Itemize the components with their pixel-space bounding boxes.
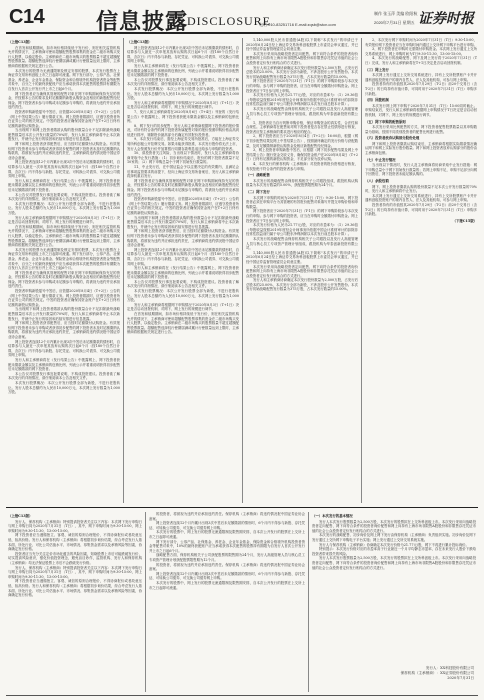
paragraph: 的投资者，将被视为违约并应承担违约责任。保荐机构（主承销商）将违约情况报中国证券业协会备案。: [149, 562, 305, 572]
paragraph: 发行人、保荐机构（主承销商）特别提请投资者关注以下内容：本次网下发行申购日与网上申购日同为2020年7月31日（T日），其中，网下申购时间为9:30-15:00，网上申购时间为9:30-11:30，13:00-15:00。: [8, 565, 142, 579]
paragraph: 网上投资者连续12个月内累计出现3次中签后未足额缴款的情形时，6个月内不得参与新股、存托凭证、可转换公司债券、可交换公司债券网上申购。: [149, 521, 305, 530]
paragraph: 投资者申购新股摇号中签后，应依据2020年8月4日（T+2日）公告的《网上中签结果公告》履行缴款义务。网上投资者缴款时，应遵守投资者所在证券公司的相关规定。中签的投资者应确保其资金账户在T+2日日终有足额的新股认购资金。: [8, 109, 120, 128]
paragraph: 投资者申购新股摇号中签后，应依据2020年8月4日（T+2日）公告的《网上中签结果公告》履行缴款义务。网上投资者缴款时，应遵守投资者所在证券公司的相关规定。中签的投资者应确保其资金账户在T+2日日终有足额的新股认购资金。: [8, 289, 120, 307]
paragraph: 本次发行股票概况：本次公开发行股票全部为新股，不进行老股转让。发行人股本总额约为人民币10,000万元，本次网上发行数量为1,000万股。: [8, 380, 120, 395]
paragraph: 发行人本次发行股票数量为2,500万股，本次发行的股票拟在上交所科创板上市。本次发行采用向战略投资者定向配售、网下向符合条件的投资者询价配售和网上向持有上海市场非限售A股股份和非限售存托凭证市值的社会公众投资者定价发行相结合的方式进行。: [312, 519, 476, 533]
paragraph: 网上投资者连续12个月内累计出现3次中签后未足额缴款的情形时，自结算参与人最近一次申报其放弃认购的次日起6个月（按180个自然日计算，含次日）内不得参与新股、存托凭证、可转换公司债券、可交换公司债券网上申购。: [8, 160, 120, 179]
section-subhead: （六）投资者放弃认购部分股份处理: [365, 136, 420, 141]
section-subhead: （四）回拨机制: [365, 98, 389, 103]
paragraph: 本次发行采用向战略投资者定向配售、网下向符合条件的投资者询价配售和网上向持有上海市场非限售A股股份和非限售存托凭证市值的社会公众投资者定价发行相结合的方式进行。: [246, 51, 358, 65]
paragraph: 特别提示：本次发行价格对应的市盈率高于行业最近一个月平均静态市盈率，存在未来发行人股价下跌给投资者带来损失的风险。: [312, 547, 476, 556]
paragraph: 发行人和主承销商协商确定本次发行股份数量为2,500万股，占发行后总股本的25.00%，本次发行全部为新股，不涉及股东公开发售股份。本次发行初始战略配售发行数量为375万股，占本次发行数量的15.00%。: [246, 278, 358, 292]
paragraph: 发行人和主承销商将在《发行结果公告》中披露网上、网下投资者获配未缴款金额以及主承销商的包销比例，列表公示并着重说明获得初步配售后未足额缴款的网下投资者。: [127, 63, 239, 78]
paragraph: 4、本次发行的战略配售、网下及网上发行将于2020年7月31日（T日）完成，发行人和主承销商将在T+1日决定是否启动回拨机制。: [365, 56, 477, 65]
paragraph: 当出现以下情况时，发行人及主承销商将协商采取中止发行措施：网下申购总量小于网下初始发行数量的；若网上申购不足，申购不足部分向网下回拨后，网下投资者未能足额认购的。: [365, 163, 477, 177]
paragraph: 网下投资者应当确保其管理的配售对象在网下申购期间保持充足的资金，并按照本公告的要求及时足额缴纳新股认购资金及相应的新股配售经纪佣金。网下投资者未参与申购或未足额参与申购的，将被视为违约并应承担违约责任。: [8, 270, 120, 289]
underwriter-signature: 保荐机构（主承销商）：XX证券股份有限公司: [400, 671, 474, 675]
section-subhead: （二）网下发行: [246, 190, 270, 194]
paragraph: 2、网下投资者应当于2020年8月4日（T+2日）16:00前，根据《网下初步配售结果及网上中签结果公告》，按照最终确定的发行价格与获配数量，及时足额缴纳新股认购资金及相应新股配售经纪佣金。: [246, 134, 358, 148]
paragraph: 发行人和主承销商将在《发行结果公告》中披露网上、网下投资者获配未缴款金额以及主承销商的包销比例，列表公示并着重说明获得初步配售后未足额缴款的网下投资者。: [8, 357, 120, 372]
continuation-label: （上接C13版）: [127, 40, 152, 44]
section-title-cn: 信息披露: [96, 10, 189, 35]
section-subhead: （三）网上发行: [365, 67, 389, 72]
paragraph: 本次网上发行通过上交所交易系统进行，持有上交所股票账户卡并开通科创板投资账户的境内自然人、法人及其他机构，可参与网上申购。: [365, 73, 477, 82]
lower-article-column-1: [8, 512, 142, 692]
paragraph: 7、发行人和主承销商将在2020年8月6日（T+4日）刊登的《发行结果公告》中披露网上、网下投资者获配未缴款金额以及主承销商的包销比例。: [127, 109, 239, 124]
paragraph: 本次发行采用比例配售的方式，网下投资者配售股票数量以其申购数量为基础，按照不同类别投资者的配售比例进行配售。: [365, 125, 477, 134]
paragraph: 本次发行的股票中，网上发行的股票无流通限制及限售期安排，自本次公开发行的股票在上交所上市之日起即可流通。: [149, 530, 305, 539]
article-column-2: [127, 38, 239, 503]
section-subhead: （八）余股包销: [365, 179, 389, 184]
paragraph: 网下和网上投资者获得配售后，应当按时足额缴付认购资金。有效报价网下投资者未参与申购或者获得初步配售的网下投资者未及时足额缴纳认购款的，将被视为违约并应承担违约责任，主承销商将违约情况报中国证券业协会备案。: [8, 142, 120, 160]
paragraph: 在首发和续期期间，如市场价格持续低于发行价，则在相关监管机构允许的情况下，主承销商可使用超额配售股票募集的资金在二级市场购买发行人股票，以稳定股价。主承销商在二级市场购买的股票数量不超过超额配售股票数量。超额配售选择权行使期届满或累计行使数量达到上限时，主承销商将根据相关规定进行公告。: [8, 224, 120, 248]
paragraph: 本次发行的战略配售、初步询价及网上网下发行由保荐机构（主承销商）负责组织实施。初步询价及网下发行通过上交所网下申购电子平台实施；网上发行通过上交所交易系统实施。: [312, 533, 476, 542]
column-divider: [145, 512, 146, 692]
article-column-1: [8, 38, 120, 503]
paragraph: 3、网下投资者在申购时无需缴付申购资金。本次网上发行通过上交所交易系统进行，网上申购时间为T日9:30-11:30，13:00-15:00。: [365, 47, 477, 56]
paragraph: 本次发行采用向战略投资者定向配售、网下向符合条件的投资者询价配售和网上向持有上海市场非限售A股股份和非限售存托凭证市值的社会公众投资者定价发行相结合的方式进行。: [246, 264, 358, 278]
paragraph: 网上投资者连续12个月内累计出现3次中签后未足额缴款的情形时，6个月内不得参与新股、存托凭证、可转换公司债券、可交换公司债券网上申购。: [149, 571, 305, 581]
paragraph: 当出现网下和网上投资者缴款认购的股份数量合计不足扣除最终战略配售数量后本次公开发行数量的70%时，发行人和主承销商将中止本次新股发行，并就中止发行的原因和后续安排进行信息披露。: [127, 215, 239, 229]
paragraph: 本公告仅对股票发行事宜扼要说明，不构成投资建议。投资者欲了解本次发行的详细情况，请仔细阅读本公告及相关文件。: [8, 371, 120, 381]
paragraph: 11、中止发行后，在中国证监会予以注册决定的有效期内，且满足会后事项监管要求的前提下，经向上海证券交易所备案后，发行人和主承销商将择机重启发行。: [127, 165, 239, 179]
paragraph: 投资者持有的市值按其2020年7月29日（T-2日）前20个交易日（含T-2日）的日均持有市值计算，可同时用于2020年7月31日（T日）申购多只新股。: [365, 82, 477, 96]
paragraph: 网下投资者应当确保其管理的配售对象在网下申购期间保持充足的资金，并按照本公告的要求及时足额缴纳新股认购资金及相应的新股配售经纪佣金。网下投资者未参与申购或未足额参与申购的，将被视为违约并应承担违约责任。: [127, 178, 239, 197]
paragraph: 网下投资者应于2020年7月31日（T-1日）的网下申购阶段参与本次发行的申购。参与网下申购的投资者，应当在申购时全额缴付申购资金。网上投资者应于T日参与网上申购。: [246, 209, 358, 223]
paragraph: 投资者申购新股摇号中签后，应依据2020年8月4日（T+2日）公告的《网上中签结果公告》履行缴款义务。网上投资者缴款时，应遵守投资者所在证券公司的相关规定。中签的投资者应确保其资金账户在T+2日日终有足额的新股认购资金。: [127, 197, 239, 215]
paragraph: 本次发行股票概况：本次公开发行股票全部为新股，不进行老股转让。发行人股本总额约为人民币10,000万元，本次网上发行数量为1,000万股。: [127, 86, 239, 101]
article-column-4: [365, 38, 477, 503]
paragraph: 发行人和主承销商将根据网下申购情况于2020年8月3日（T+1日）决定是否启动回拨机制，对网下、网上发行的规模进行调节。: [8, 215, 120, 225]
column-divider: [123, 38, 124, 503]
paragraph: 本次发行网上网下申购于2020年7月31日（T日）15:00同时截止。申购结束后，发行人和主承销商将根据网上申购情况于T日决定是否启动回拨机制，对网下、网上发行的规模进行调节。: [365, 103, 477, 117]
paragraph: 本次网上发行通过上交所交易系统进行，持有上交所股票账户卡并开通科创板投资账户的境内自然人、法人及其他机构，可参与网上申购。: [365, 193, 477, 203]
paragraph: 网下发行部分，公募产品、社保基金、养老金、企业年金基金、保险资金和合格境外机构投资者资金等配售对象中，10%的最终获配账户应当承诺获得本次配售的股票持有期限为自发行人首次公开发行并上市之日起6个月。: [149, 539, 305, 553]
paragraph: 8、网下发行的初步配售：发行人和主承销商根据网下投资者的报价情况，对所有符合条件的网下投资者所属配售对象的报价按照申购价格由高到低进行排序，剔除报价最高部分后确定有效报价投资者。: [127, 123, 239, 137]
paragraph: 发行人和主承销商协商确定本次发行股份数量为2,500万股，占发行后总股本的25.00%，本次发行全部为新股，不涉及股东公开发售股份。本次发行初始战略配售发行数量为375万股，占本次发行数量的15.00%。: [246, 65, 358, 79]
continuation-label: （上接C13版）: [8, 40, 33, 44]
paragraph: 网下投资者应当确保其管理的配售对象在网下申购期间保持充足的资金，并按照本公告的要求及时足额缴纳新股认购资金及相应的新股配售经纪佣金。网下投资者未参与申购或未足额参与申购的，将被视为违约并应承担违约责任。: [8, 91, 120, 110]
section-subhead: （七）中止发行情况: [365, 157, 396, 162]
paragraph: 发行人和主承销商将根据网下申购情况于2020年8月3日（T+1日）决定是否启动回拨机制，对网下、网上发行的规模进行调节。: [127, 302, 239, 312]
paragraph: 本公告仅对股票发行事宜扼要说明，不构成投资建议。投资者欲了解本次发行的详细情况，请仔细阅读本公告及相关文件。: [8, 192, 120, 202]
bottom-rule: [6, 695, 478, 696]
paragraph: 当出现网下和网上投资者缴款认购的股份数量合计不足扣除最终战略配售数量后本次公开发行数量的70%时，发行人和主承销商将中止本次新股发行，并就中止发行的原因和后续安排进行信息披露。: [8, 128, 120, 142]
section-subhead: （一）战略配售: [246, 173, 270, 178]
paragraph: 发行人、保荐机构（主承销商）特别提请投资者关注以下内容：本次网下发行申购日与网上申购日同为2020年7月31日（T日），其中，网下申购时间为9:30-15:00，网上申购时间为9:30-11:30，13:00-15:00。: [8, 519, 142, 533]
paragraph: 网下投资者应于2020年7月31日（T-1日）的网下申购阶段参与本次发行的申购。参与网下申购的投资者，应当在申购时全额缴付申购资金。网上投资者应于T日参与网上申购。: [246, 79, 358, 93]
paragraph: 投资者持有的市值按其2020年7月29日（T-2日）前20个交易日（含T-2日）的日均持有市值计算，可同时用于2020年7月31日（T日）申购多只新股。: [365, 203, 477, 217]
paragraph: 网上投资者连续12个月内累计出现3次中签后未足额缴款的情形时，自结算参与人最近一次申报其放弃认购的次日起6个月（按180个自然日计算，含次日）内不得参与新股、存托凭证、可转换公司债券、可交换公司债券网上申购。: [8, 339, 120, 358]
paragraph: 本次发行价格为人民币21.77元/股，对应的市盈率为：（1）29.36倍（每股收益按照2019年度经会计师事务所依据中国会计准则审计的扣除非经常性损益前归属于母公司股东净利润除以本次发行前总股本计算）。: [246, 93, 358, 107]
paragraph: 战略配售方面，保荐机构相关子公司获配股票的限售期为24个月，发行人高级管理人员与核心员工专项资产管理计划获配股票限售期为12个月。: [149, 553, 305, 562]
paragraph: 网下和网上投资者获得配售后，应当按时足额缴付认购资金。有效报价网下投资者未参与申购或者获得初步配售的网下投资者未及时足额缴纳认购款的，将被视为违约并应承担违约责任，主承销商将违约情况报中国证券业协会备案。: [127, 229, 239, 248]
publish-date: 2020年7月31日 星期五: [374, 20, 415, 25]
paragraph: 在首发和续期期间，如市场价格持续低于发行价，则在相关监管机构允许的情况下，主承销商可使用超额配售股票募集的资金在二级市场购买发行人股票，以稳定股价。主承销商在二级市场购买的股票数量不超过超额配售股票数量。超额配售选择权行使期届满或累计行使数量达到上限时，主承销商将根据相关规定进行公告。: [127, 312, 239, 335]
continuation-label: （上接C13版）: [8, 514, 33, 518]
paragraph: 1,140,000股人民币普通股(A股)以下简称"本次发行"的申请已于2020年6月24日经上海证券交易所科创板股票上市委员会审议通过，并已经中国证券监督管理委员会同意注册。: [246, 38, 358, 52]
section-subhead: （五）网下申购的配售原则: [365, 119, 406, 124]
paragraph: 1,140,000股人民币普通股(A股)以下简称"本次发行"的申请已于2020年6月24日经上海证券交易所科创板股票上市委员会审议通过，并已经中国证券监督管理委员会同意注册。: [246, 250, 358, 264]
section-subhead: （一）本次发行的基本情况: [312, 514, 353, 518]
paragraph: 网下投资者应当遵循独立、客观、诚信的原则合理报价，不得协商报价或者故意压低、抬高价格。发行人和保荐机构（主承销商）将根据初步询价结果，综合考虑发行人基本面、所处行业、可比公司估值水平、市场情况、募集资金需求以及承销风险等因素，协商确定发行价格。: [8, 579, 142, 598]
signature-block: [401, 666, 474, 681]
issuer-signature: 发行人：XX科技股份有限公司: [425, 666, 474, 670]
paragraph: 网下投资者应当遵循独立、客观、诚信的原则合理报价，不得协商报价或者故意压低、抬高价格。发行人和保荐机构（主承销商）将根据初步询价结果，综合考虑发行人基本面、所处行业、可比公司估值水平、市场情况、募集资金需求以及承销风险等因素，协商确定发行价格。: [8, 533, 142, 552]
paragraph: 本次发行股票概况：本次公开发行股票全部为新股，不进行老股转让。发行人股本总额约为人民币10,000万元，本次网上发行数量为1,000万股。: [8, 201, 120, 215]
contact-info: 电话:010-83251716 E-mail:zqsb@stcn.com: [259, 22, 336, 27]
lower-article-column-3: [312, 512, 476, 662]
paragraph: 本公告仅对股票发行事宜扼要说明，不构成投资建议。投资者欲了解本次发行的详细情况，请仔细阅读本公告及相关文件。: [127, 279, 239, 289]
paragraph: 当出现网下和网上投资者缴款认购的股份数量合计不足扣除最终战略配售数量后本次公开发行数量的70%时，发行人和主承销商将中止本次新股发行，并就中止发行的原因和后续安排进行信息披露。: [8, 307, 120, 321]
paragraph: 发行人和主承销商将在《发行结果公告》中披露网上、网下投资者获配未缴款金额以及主承销商的包销比例，列表公示并着重说明获得初步配售后未足额缴款的网下投资者。: [8, 178, 120, 192]
section-separator: [6, 507, 478, 508]
paragraph: 的投资者，将被视为违约并应承担违约责任。保荐机构（主承销商）将违约情况报中国证券业协会备案。: [149, 512, 305, 521]
paragraph: 本次发行价格为人民币21.77元/股，对应的市盈率为：（1）29.36倍（每股收益按照2019年度经会计师事务所依据中国会计准则审计的扣除非经常性损益前归属于母公司股东净利润除以本次发行前总股本计算）。: [246, 223, 358, 237]
page-number: C14: [9, 6, 45, 28]
paragraph: 本公告仅对股票发行事宜扼要说明，不构成投资建议。投资者欲了解本次发行的详细情况，请仔细阅读本公告及相关文件。: [127, 77, 239, 87]
paragraph: 在首发和续期期间，如市场价格持续低于发行价，则在相关监管机构允许的情况下，主承销商可使用超额配售股票募集的资金在二级市场购买发行人股票，以稳定股价。主承销商在二级市场购买的股票数量不超过超额配售股票数量。超额配售选择权行使期届满或累计行使数量达到上限时，主承销商将根据相关规定进行公告。: [8, 45, 120, 68]
column-divider: [308, 512, 309, 692]
paragraph: 1、投资者应当自行判断申购价格，保证申购资金的真实性，合法性和合规性。主承销商将在配售前对网下投资者是否存在禁止性情形进行核查，投资者应按主承销商的要求进行相应的配合。: [246, 120, 358, 134]
paragraph: 网下和网上投资者获得配售后，应当按时足额缴付认购资金。有效报价网下投资者未参与申购或者获得初步配售的网下投资者未及时足额缴纳认购款的，将被视为违约并应承担违约责任，主承销商将违约情况报中国证券业协会备案。: [8, 321, 120, 339]
paragraph: 发行人和主承销商将在《发行结果公告》中披露网上、网下投资者获配未缴款金额以及主承销商的包销比例，列表公示并着重说明获得初步配售后未足额缴款的网下投资者。: [127, 266, 239, 280]
paragraph: 网上投资者连续12个月内累计出现3次中签后未足额缴款的情形时，自结算参与人最近一次申报其放弃认购的次日起6个月（按180个自然日计算，含次日）内不得参与新股、存托凭证、可转换公司债券、可交换公司债券网上申购。: [127, 247, 239, 266]
column-divider: [242, 38, 243, 503]
editor-meta: 制作 张玉萍 美编 欧阳秋: [374, 11, 418, 16]
paragraph: 网下和网上投资者缴款认购结束后，主承销商将根据实际缴款情况确认网下和网上实际发行股份数量。网下和网上投资者放弃认购部分的股份由主承销商包销。: [365, 141, 477, 156]
paragraph: 10、请投资者关注风险，当出现以下情况时，发行人及主承销商将协商采取中止发行措施：（1）初步询价结束后，报价的网下投资者数量不足10家的；（2）网下申购总量小于网下初始发行数量的。: [127, 151, 239, 165]
paragraph: 投资者应当充分关注定价市场化蕴含的风险因素，知晓股票上市后可能跌破发行价，切实提高风险意识，强化价值投资理念，避免盲目炒作，监管机构、发行人和保荐机构（主承销商）均无法保证股票上市后不会跌破发行价格。: [8, 551, 142, 565]
section-title-en: DISCLOSURE: [187, 14, 272, 28]
paragraph: 3、网上投资者申购新股中签后，应根据《网下初步配售结果及网上中签结果公告》履行资金交收义务，确保其资金账户在2020年8月4日（T+2日）日终有足额的新股认购资金，不足部分视为放弃认购。: [246, 148, 358, 162]
paragraph: 本次发行的战略配售由保荐机构相关子公司跟投组成，跟投机构认购数量为本次发行数量的5.00%，获配股票限售期为24个月。: [246, 178, 358, 188]
signature-date: 2020年7月31日: [447, 676, 474, 680]
paragraph: 本次发行的战略配售由保荐机构相关子公司跟投以及发行人高级管理人员与核心员工专项资产管理计划组成，跟投机构为华泰创新投资有限公司。: [246, 106, 358, 121]
paragraph: 4、本次发行的保荐机构（主承销商）对投资者的报价资格进行核查，有权拒绝不符合条件的投资者参与申购。: [246, 162, 358, 171]
paragraph: 本次网下申购的时间为2020年7月31日（T日）9:30-15:00，网下投资者必须在申购平台为其管理的有效报价配售对象填写并提交申购价格和申购数量。: [246, 195, 358, 209]
paragraph: 本次发行的股票为无流通限制及锁定安排的股票，本次发行股票在上海证券交易所科创板上市之日起即可流通。网下发行部分，公募产品、社保基金、养老金、企业年金基金、保险资金和合格境外机构投资者资金等配售对象中，百分之十的最终获配账户应当承诺获得本次配售的股票持有期限为自发行人首次公开发行并上市之日起6个月。: [8, 68, 120, 91]
paragraph: 本次发行的战略配售由保荐机构相关子公司跟投以及发行人高级管理人员与核心员工专项资产管理计划组成，跟投机构为华泰创新投资有限公司。: [246, 236, 358, 251]
paragraph: 本次发行的股票为无流通限制及锁定安排的股票，本次发行股票在上海证券交易所科创板上市之日起即可流通。网下发行部分，公募产品、社保基金、养老金、企业年金基金、保险资金和合格境外机构投资者资金等配售对象中，百分之十的最终获配账户应当承诺获得本次配售的股票持有期限为自发行人首次公开发行并上市之日起6个月。: [8, 247, 120, 271]
paragraph: 2、本次发行网下申购时间为2020年7月31日（T日）9:30-15:00，有效报价网下投资者应当在申购时间内通过上交所网下申购平台进行申购。: [365, 38, 477, 47]
paragraph: 发行人和主承销商将根据网下申购情况于2020年8月3日（T+1日）决定是否启动回拨机制，对网下、网上发行的规模进行调节。: [127, 100, 239, 110]
continued-label: （下接C15版）: [452, 218, 477, 223]
newspaper-logo: 证券时报: [418, 11, 474, 27]
column-divider: [361, 38, 362, 503]
paragraph: 发行人与保荐机构（主承销商）协商确定本次发行价格为21.77元/股，网下不再进行累计投标询价。: [319, 542, 469, 547]
article-column-3: [246, 38, 358, 503]
paragraph: 本次发行的股票中，网上发行的股票无流通限制及限售期安排，自本次公开发行的股票在上交所上市之日起即可流通。: [149, 580, 305, 590]
paragraph: 网上投资者连续12个月内累计出现3次中签后未足额缴款的情形时，自结算参与人最近一次申报其放弃认购的次日起6个月（按180个自然日计算，含次日）内不得参与新股、存托凭证、可转换公司债券、可交换公司债券网上申购。: [127, 45, 239, 64]
lower-article-column-2: [149, 512, 305, 692]
page-header: [6, 5, 478, 34]
paragraph: 网下、网上投资者缴款认购的股份数量不足本次公开发行数量的70%时，发行人和主承销商将中止发行。: [365, 184, 477, 194]
paragraph: 本次发行股票概况：本次公开发行股票全部为新股，不进行老股转让。发行人股本总额约为人民币10,000万元，本次网上发行数量为1,000万股。: [127, 289, 239, 303]
paragraph: 发行人本次发行股票数量为2,500万股，本次发行的股票拟在上交所科创板上市。本次发行采用向战略投资者定向配售、网下向符合条件的投资者询价配售和网上向持有上海市场非限售A股股份和非限售存托凭证市值的社会公众投资者定价发行相结合的方式进行。: [312, 556, 476, 570]
paragraph: 9、本次发行结束后，需经上海证券交易所批准后，方能在上海证券交易所科创板公开挂牌交易。如果未能获得批准，本次发行股份将无法上市，发行人会按照发行价并加算银行同期存款利息返还给参与申购的投资者。: [127, 137, 239, 151]
